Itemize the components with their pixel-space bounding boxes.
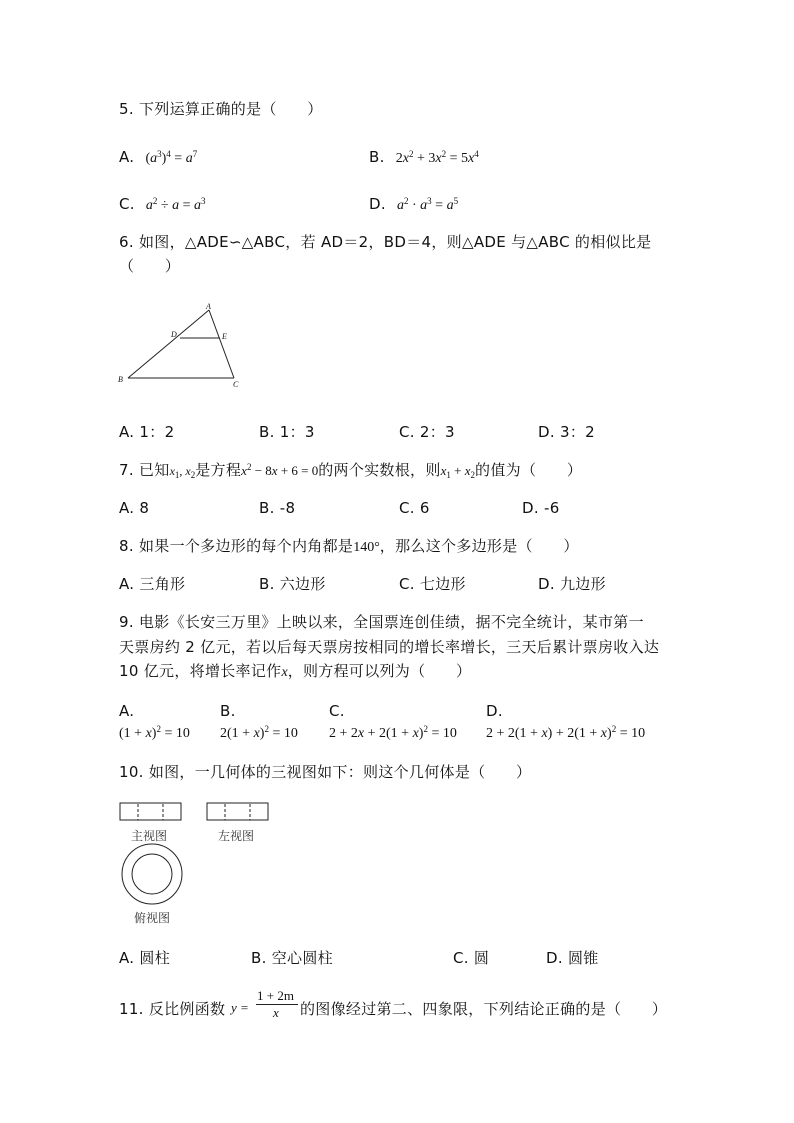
q10-option-b: B. 空心圆柱 xyxy=(251,949,333,967)
triangle-side-ac xyxy=(209,310,234,378)
q11-func-den: x xyxy=(273,1005,279,1020)
side-view-figure xyxy=(206,802,270,822)
label-b: B xyxy=(118,375,123,384)
q6-option-d: D. 3：2 xyxy=(538,423,595,441)
q7-stem-mid: 是方程 xyxy=(195,461,242,479)
q7-stem-prefix: 7. 已知 xyxy=(119,461,170,479)
q10-option-d: D. 圆锥 xyxy=(546,949,599,967)
q9-line-3 xyxy=(119,661,471,683)
label-e: E xyxy=(222,332,227,341)
q8-stem-prefix: 8. 如果一个多边形的每个内角都是 xyxy=(119,537,354,555)
q5-option-a-label: A. xyxy=(119,148,135,166)
label-c: C xyxy=(233,380,239,389)
side-view-caption: 左视图 xyxy=(218,829,255,843)
q8-option-d: D. 九边形 xyxy=(538,575,606,593)
q5-option-b-expr: $2x^2 + 3x^2 = 5x^4$ xyxy=(395,149,479,166)
q5-option-d xyxy=(369,194,458,216)
q11-stem-suffix: 的图像经过第二、四象限，下列结论正确的是（ ） xyxy=(300,1000,668,1018)
q11-func-lhs: y = xyxy=(231,1000,249,1015)
q11-func-num-text: 1 + 2m xyxy=(257,988,294,1003)
q7-option-b: B. -8 xyxy=(259,499,296,517)
q5-option-c xyxy=(119,194,206,216)
q6-option-c: C. 2：3 xyxy=(399,423,455,441)
q9-option-c-expr: $2 + 2x + 2(1 + x)^2 = 10$ xyxy=(329,724,457,741)
q10-option-c: C. 圆 xyxy=(453,949,490,967)
q6-stem: 6. 如图，△ADE∽△ABC，若 AD＝2，BD＝4，则△ADE 与△ABC 的相似比是 xyxy=(119,233,652,251)
q6-option-a: A. 1：2 xyxy=(119,423,175,441)
q7-roots: $x_1$, $x_2$ xyxy=(169,464,196,480)
q9-option-b-label: B. xyxy=(220,702,236,720)
q8-stem xyxy=(119,536,579,558)
front-view-caption: 主视图 xyxy=(131,829,168,843)
triangle-side-ab xyxy=(128,310,209,378)
top-view-figure xyxy=(120,842,184,906)
q9-var: x xyxy=(281,665,288,680)
label-d: D xyxy=(171,330,177,339)
q6-option-b: B. 1：3 xyxy=(259,423,315,441)
top-view-caption: 俯视图 xyxy=(134,911,171,925)
q8-option-a: A. 三角形 xyxy=(119,575,186,593)
front-view-rect xyxy=(120,803,181,820)
q9-option-c-label: C. xyxy=(329,702,345,720)
q7-option-d: D. -6 xyxy=(522,499,560,517)
q9-line-1: 9. 电影《长安三万里》上映以来，全国票连创佳绩，据不完全统计，某市第一 xyxy=(119,613,644,631)
q9-option-b-expr: $2(1 + x)^2 = 10$ xyxy=(220,724,298,741)
q5-option-d-expr: $a^2 \cdot a^3 = a^5$ xyxy=(397,196,459,213)
q8-stem-suffix: ，那么这个多边形是（ ） xyxy=(379,537,579,555)
q9-line-2: 天票房约 2 亿元，若以后每天票房按相同的增长率增长，三天后累计票房收入达 xyxy=(119,638,660,656)
q7-option-a: A. 8 xyxy=(119,499,150,517)
side-view-rect xyxy=(207,803,268,820)
q5-stem: 5. 下列运算正确的是（ ） xyxy=(119,100,323,118)
q5-option-c-expr: $a^2 \div a = a^3$ xyxy=(145,196,206,213)
q9-option-d-label: D. xyxy=(486,702,503,720)
q5-option-a-expr: $(a^3)^4 = a^7$ xyxy=(145,149,198,166)
q5-option-a xyxy=(119,147,197,169)
q5-option-d-label: D. xyxy=(369,195,386,213)
q9-option-a-label: A. xyxy=(119,702,135,720)
top-view-inner-circle xyxy=(132,854,172,894)
q9-option-d-expr: $2 + 2(1 + x) + 2(1 + x)^2 = 10$ xyxy=(486,724,646,741)
q10-option-a: A. 圆柱 xyxy=(119,949,171,967)
q5-option-b-label: B. xyxy=(369,148,385,166)
q6-paren: （ ） xyxy=(119,257,181,275)
q7-stem xyxy=(119,460,582,481)
q10-stem: 10. 如图，一几何体的三视图如下：则这个几何体是（ ） xyxy=(119,763,532,781)
q5-option-c-label: C. xyxy=(119,195,135,213)
front-view-figure xyxy=(119,802,183,822)
top-view-outer-circle xyxy=(122,844,182,904)
q7-option-c: C. 6 xyxy=(399,499,430,517)
q11-stem-prefix: 11. 反比例函数 xyxy=(119,1000,226,1018)
q9-line-3-prefix: 10 亿元，将增长率记作 xyxy=(119,662,282,680)
q7-equation: $x^2 - 8x + 6 = 0$ xyxy=(241,462,319,478)
q7-stem-suffix: 的值为（ ） xyxy=(475,461,583,479)
q6-triangle-figure xyxy=(116,302,246,392)
q9-option-a-expr: $(1 + x)^2 = 10$ xyxy=(119,724,190,741)
label-a: A xyxy=(206,302,211,311)
q7-sum: $x_1 + x_2$ xyxy=(440,463,476,480)
q8-option-c: C. 七边形 xyxy=(399,575,466,593)
q8-angle: 140° xyxy=(353,540,380,555)
q8-option-b: B. 六边形 xyxy=(259,575,326,593)
q11-func-num xyxy=(257,988,294,1004)
q7-stem-mid2: 的两个实数根，则 xyxy=(318,461,441,479)
q9-line-3-suffix: ，则方程可以列为（ ） xyxy=(287,662,472,680)
q5-option-b xyxy=(369,147,479,169)
